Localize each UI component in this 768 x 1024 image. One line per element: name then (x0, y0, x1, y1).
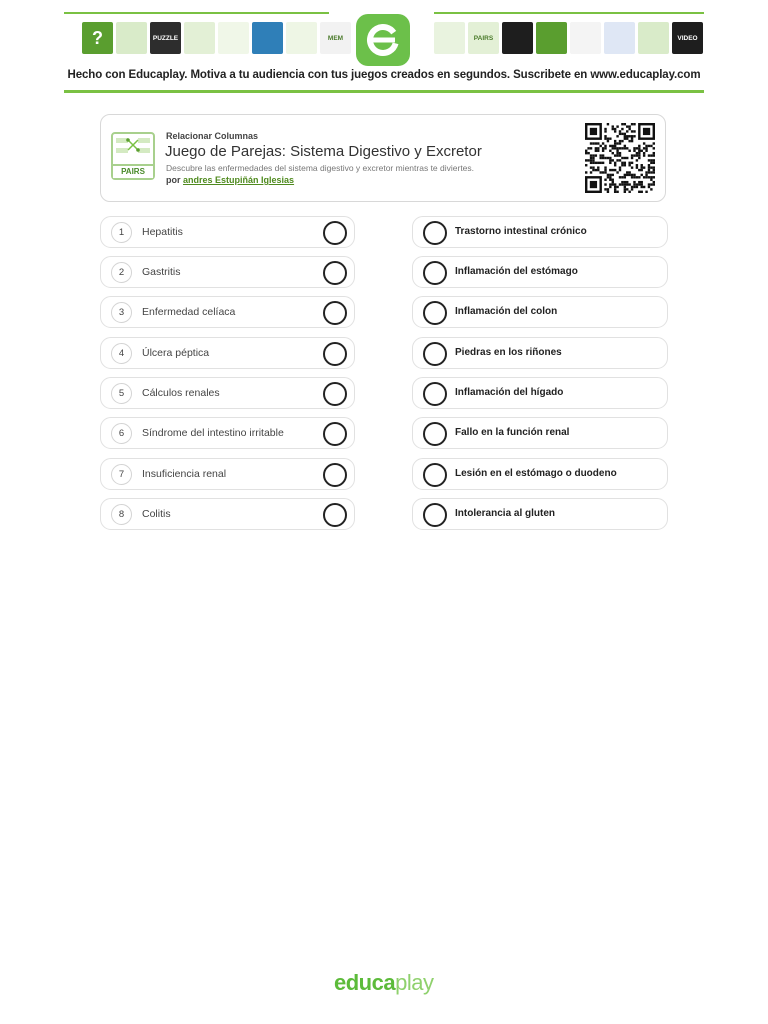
term-number: 5 (111, 383, 132, 404)
definition-row (412, 296, 668, 328)
true-false-icon[interactable] (536, 22, 567, 54)
term-row (100, 377, 355, 409)
term-text: Úlcera péptica (142, 347, 210, 359)
banner-divider-bottom (64, 90, 704, 93)
term-match-radio[interactable] (323, 261, 347, 285)
term-match-radio[interactable] (323, 301, 347, 325)
letters-icon[interactable] (570, 22, 601, 54)
term-text: Síndrome del intestino irritable (142, 427, 284, 439)
term-text: Colitis (142, 508, 171, 520)
term-number: 6 (111, 423, 132, 444)
educaplay-logo-icon[interactable] (356, 14, 410, 66)
definition-row (412, 337, 668, 369)
pairs-icon (111, 132, 155, 180)
term-text: Enfermedad celíaca (142, 306, 236, 318)
activity-type: Relacionar Columnas (166, 131, 259, 141)
term-match-radio[interactable] (323, 503, 347, 527)
definition-text: Inflamación del estómago (455, 266, 578, 277)
definition-match-radio[interactable] (423, 261, 447, 285)
chat-icon[interactable] (184, 22, 215, 54)
byline (166, 175, 294, 185)
term-text: Cálculos renales (142, 387, 220, 399)
term-text: Insuficiencia renal (142, 468, 227, 480)
definition-row (412, 498, 668, 530)
term-number: 4 (111, 343, 132, 364)
definition-text: Fallo en la función renal (455, 427, 570, 438)
wheel-icon[interactable] (502, 22, 533, 54)
definition-row (412, 458, 668, 490)
footer-logo-play: play (395, 970, 434, 995)
pairs-tile-label: PAIRS (473, 34, 494, 42)
definition-row (412, 256, 668, 288)
pairs-label: PAIRS (113, 164, 153, 178)
term-row (100, 296, 355, 328)
ordering-icon[interactable] (434, 22, 465, 54)
educaplay-banner (64, 12, 704, 94)
term-row (100, 417, 355, 449)
definition-match-radio[interactable] (423, 221, 447, 245)
definition-match-radio[interactable] (423, 422, 447, 446)
educaplay-footer-logo[interactable] (334, 970, 433, 996)
term-match-radio[interactable] (323, 382, 347, 406)
qr-code (585, 123, 655, 193)
activity-title: Juego de Parejas: Sistema Digestivo y Excretor (165, 143, 482, 160)
term-number: 1 (111, 222, 132, 243)
definition-row (412, 417, 668, 449)
term-match-radio[interactable] (323, 342, 347, 366)
crossword-icon[interactable] (150, 22, 181, 54)
question-icon[interactable] (82, 22, 113, 54)
term-number: 8 (111, 504, 132, 525)
banner-divider-right (434, 12, 704, 14)
banner-tagline: Hecho con Educaplay. Motiva a tu audiencia con tus juegos creados en segundos. Suscribete en www.educaplay.com (67, 69, 701, 81)
definition-text: Piedras en los riñones (455, 347, 562, 358)
definition-text: Inflamación del hígado (455, 387, 564, 398)
frog-icon[interactable] (218, 22, 249, 54)
video-tile-label: VIDEO (677, 34, 698, 42)
game-type-tiles-left (82, 22, 351, 56)
by-label: por (166, 175, 181, 185)
term-text: Hepatitis (142, 226, 183, 238)
footer-logo-educa: educa (334, 970, 396, 995)
pairs-icon[interactable] (468, 22, 499, 54)
term-row (100, 337, 355, 369)
question-tile-label: ? (92, 27, 103, 48)
fill-blanks-icon[interactable] (116, 22, 147, 54)
definition-text: Lesión en el estómago o duodeno (455, 468, 617, 479)
game-type-tiles-right (434, 22, 703, 56)
pencil-icon[interactable] (638, 22, 669, 54)
term-match-radio[interactable] (323, 463, 347, 487)
definition-match-radio[interactable] (423, 301, 447, 325)
author-link[interactable]: andres Estupiñán Iglesias (183, 175, 295, 185)
definition-text: Intolerancia al gluten (455, 508, 556, 519)
term-row (100, 216, 355, 248)
term-match-radio[interactable] (323, 221, 347, 245)
pairs-connector-icon (113, 134, 153, 164)
definition-row (412, 377, 668, 409)
video-icon[interactable] (672, 22, 703, 54)
definition-text: Inflamación del colon (455, 306, 558, 317)
definition-match-radio[interactable] (423, 382, 447, 406)
banner-divider-left (64, 12, 329, 14)
memory-icon[interactable] (320, 22, 351, 54)
crossword-tile-label: PUZZLE (152, 34, 179, 42)
checklist-icon[interactable] (604, 22, 635, 54)
memory-tile-label: MEM (327, 34, 344, 42)
definition-match-radio[interactable] (423, 503, 447, 527)
term-row (100, 256, 355, 288)
definition-row (412, 216, 668, 248)
word-search-icon[interactable] (286, 22, 317, 54)
activity-description: Descubre las enfermedades del sistema digestivo y excretor mientras te diviertes. (166, 163, 475, 173)
activity-info-card (100, 114, 666, 202)
letter-e-icon (363, 20, 403, 60)
definition-match-radio[interactable] (423, 342, 447, 366)
term-text: Gastritis (142, 266, 181, 278)
definition-match-radio[interactable] (423, 463, 447, 487)
term-row (100, 458, 355, 490)
term-number: 3 (111, 302, 132, 323)
term-number: 7 (111, 464, 132, 485)
term-row (100, 498, 355, 530)
definition-text: Trastorno intestinal crónico (455, 226, 587, 237)
map-icon[interactable] (252, 22, 283, 54)
term-number: 2 (111, 262, 132, 283)
term-match-radio[interactable] (323, 422, 347, 446)
